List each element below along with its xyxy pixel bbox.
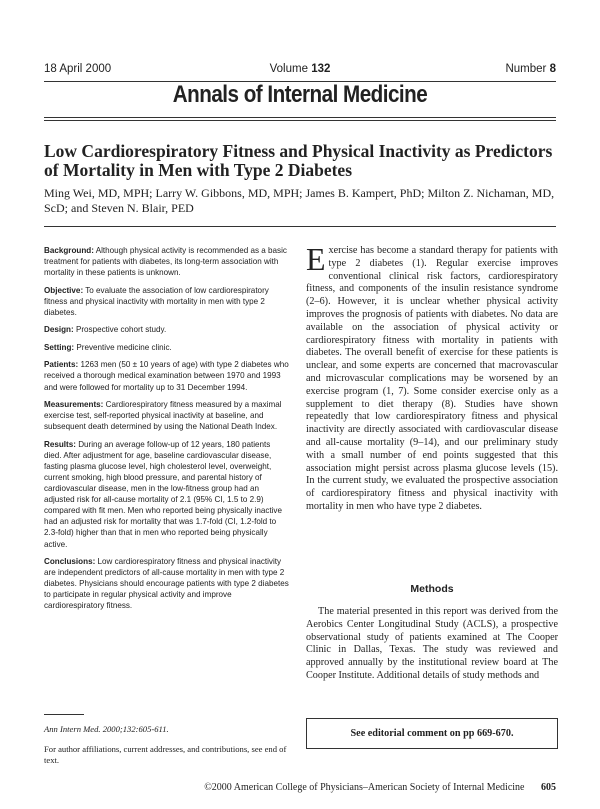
abstract [44,245,290,618]
volume-label: Volume [269,63,308,75]
methods-paragraph: The material presented in this report was derived from the Aerobics Center Longitudinal Study (ACLS), a prospective observational study of patients examined at The Cooper Clinic in Dallas, Texas. The study was reviewed and approved annually by the institutional review board at The Cooper Institute. Additional details of study methods and [306,606,558,681]
volume-number: 132 [311,63,331,75]
article-title: Low Cardiorespiratory Fitness and Physical Inactivity as Predictors of Mortality in Men with Type 2 Diabetes [44,141,553,180]
title-rule-upper [44,117,556,118]
number-label: Number [505,63,547,75]
issue-number [505,63,556,75]
abstract-text: Preventive medicine clinic. [76,342,172,352]
intro-paragraph [306,241,558,514]
editorial-comment-box: See editorial comment on pp 669-670. [306,718,558,749]
abstract-background [44,245,290,278]
drop-cap: E [306,241,326,277]
abstract-patients [44,359,290,392]
author-list: Ming Wei, MD, MPH; Larry W. Gibbons, MD, MPH; James B. Kampert, PhD; Milton Z. Nichaman, MD, ScD; and Steven N. Blair, PED [44,186,555,215]
abstract-label: Objective: [44,285,84,295]
abstract-label: Results: [44,439,76,449]
page-number: 605 [541,782,556,793]
abstract-label: Setting: [44,342,75,352]
methods-heading: Methods [410,583,454,595]
issue-date: 18 April 2000 [44,63,112,75]
abstract-label: Conclusions: [44,556,96,566]
introduction [306,241,558,514]
citation: Ann Intern Med. 2000;132:605-611. [44,724,169,734]
affiliations-note: For author affiliations, current addresses, and contributions, see end of text. [44,744,287,765]
abstract-measurements [44,399,290,432]
abstract-label: Background: [44,246,94,255]
journal-title: Annals of Internal Medicine [172,81,428,108]
abstract-objective [44,285,290,318]
abstract-text: To evaluate the association of low cardiorespiratory fitness and physical inactivity with mortality in men with type 2 diabetes. [44,285,269,317]
abstract-conclusions [44,556,290,611]
abstract-text: Cardiorespiratory fitness measured by a maximal exercise test, self-reported physical inactivity at baseline, and subsequent death determined by using the National Death Index. [44,399,282,432]
abstract-text: Low cardiorespiratory fitness and physical inactivity are independent predictors of all-cause mortality in men with type 2 diabetes. Physicians should encourage patients with type 2 diabetes to participate in regular physical activity and improve cardiorespiratory fitness. [44,556,289,611]
title-rule-lower [44,120,556,121]
abstract-text: 1263 men (50 ± 10 years of age) with type 2 diabetes who received a thorough medical examination between 1970 and 1993 and were followed for mortality up to 31 December 1994. [44,360,289,392]
copyright-line [0,782,556,793]
abstract-label: Patients: [44,360,79,370]
abstract-text: Prospective cohort study. [75,325,167,335]
abstract-results [44,439,290,550]
abstract-text: During an average follow-up of 12 years, 180 patients died. After adjustment for age, baseline cardiovascular disease, fasting plasma glucose level, high cholesterol level, overweight, current smoking, high blood pressure, and parental history of cardiovascular disease, men in the low-fitness group had an adjusted risk for all-cause mortality of 2.1 (95% CI, 1.5 to 2.9) compared with fit men. Men who reported being physically inactive had an adjusted risk for mortality that was 1.7-fold (CI, 1.2-fold to 2.3-fold) higher than that in men who reported being physically active. [44,439,282,549]
number-value: 8 [549,63,556,75]
abstract-label: Design: [44,325,74,335]
abstract-design [44,324,290,335]
section-rule [44,226,556,227]
abstract-setting [44,342,290,353]
intro-text: xercise has become a standard therapy for patients with type 2 diabetes (1). Regular exercise improves conventional clinical risk factors, cardiorespiratory fitness, and components of the insulin resistance syndrome (2–6). However, it is unclear whether physical activity improves the prognosis of patients with diabetes. No data are available on the association of physical activity or cardiorespiratory fitness with mortality in patients with diabetes. The overall benefit of exercise for these patients is unclear, and some experts are concerned that macrovascular and microvascular complications may be worsened by an exercise program (1, 7). Some consider exercise only as a supplement to diet therapy (8). Studies have shown repeatedly that low cardiorespiratory fitness and physical inactivity are directly associated with cardiovascular disease and all-cause mortality (9–14), and our preliminary study with a small number of end points suggested that this association might persist across plasma glucose levels (15). In the current study, we evaluated the prospective association of cardiorespiratory fitness and physical inactivity with mortality in men who have type 2 diabetes. [306,245,558,512]
footnote-rule [44,714,84,715]
copyright-text: ©2000 American College of Physicians–American Society of Internal Medicine [204,782,525,793]
abstract-label: Measurements: [44,399,104,409]
abstract-text: Although physical activity is recommended as a basic treatment for patients with diabetes, its long-term association with mortality in these patients is unknown. [44,246,287,278]
